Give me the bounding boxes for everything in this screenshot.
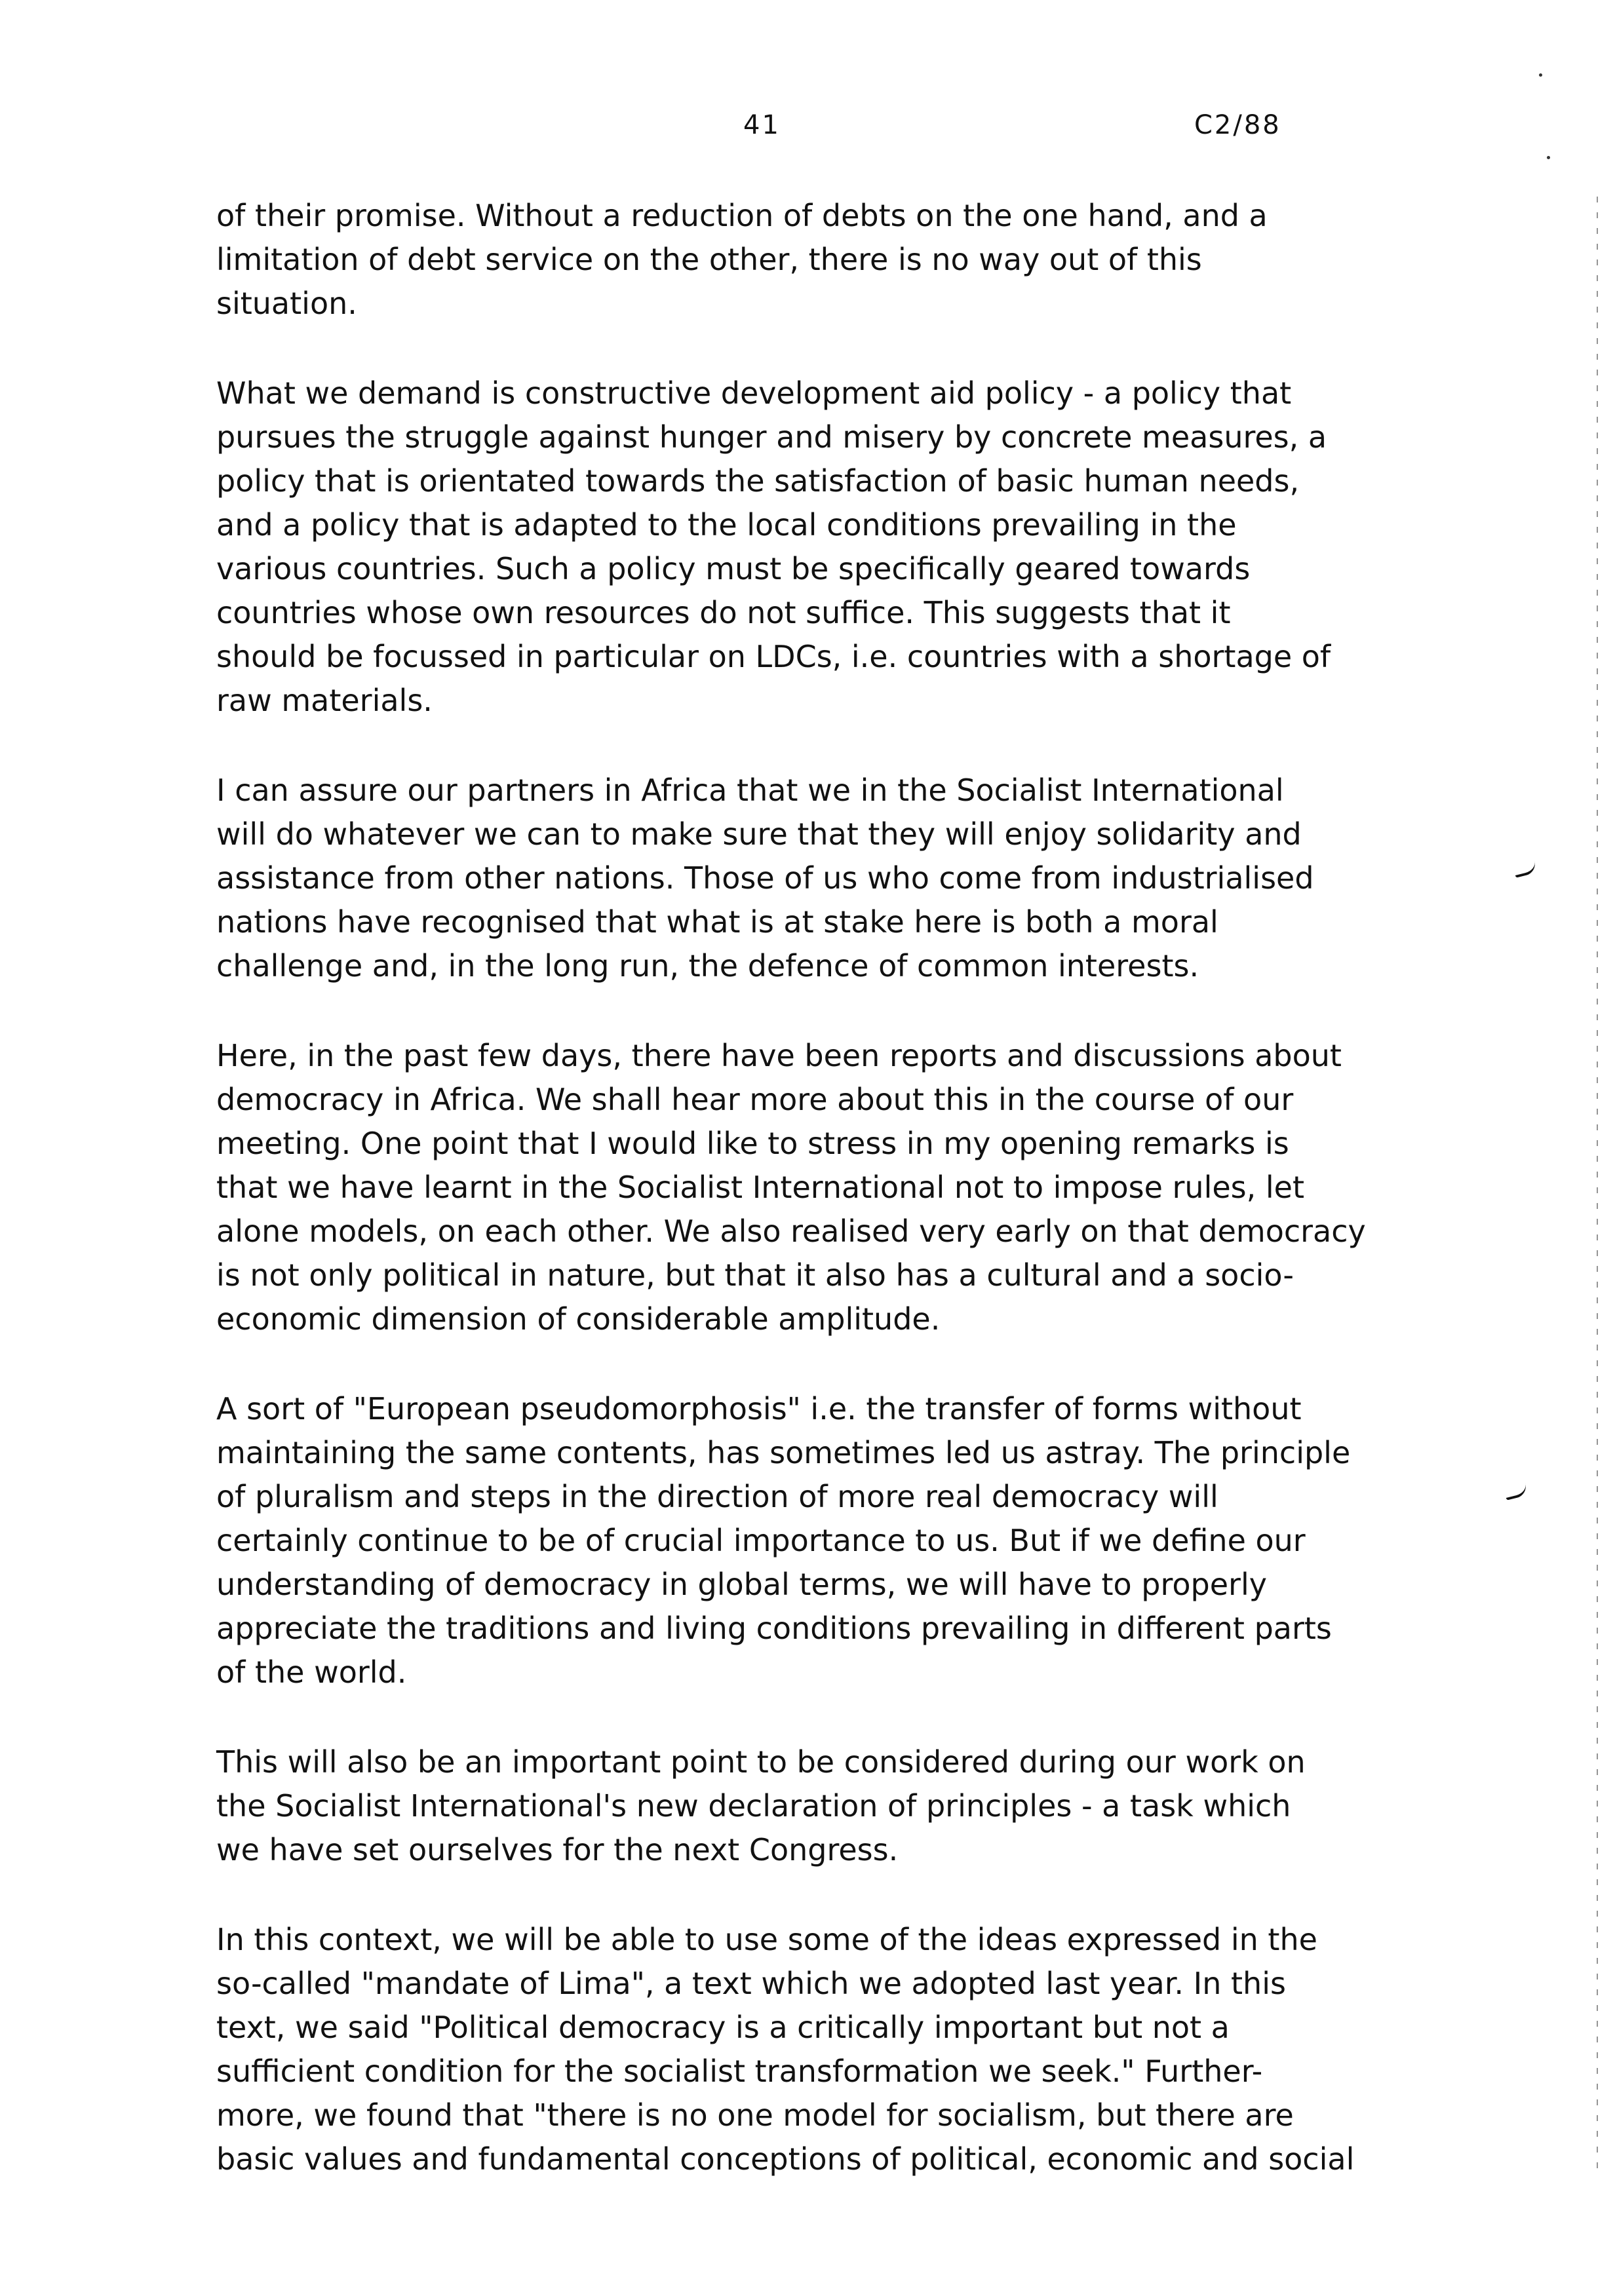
text-line: limitation of debt service on the other, there is no way out of this: [216, 242, 1202, 277]
text-line: In this context, we will be able to use some of the ideas expressed in the: [216, 1922, 1317, 1957]
text-line: certainly continue to be of crucial importance to us. But if we define our: [216, 1523, 1306, 1558]
text-line: should be focussed in particular on LDCs, i.e. countries with a shortage of: [216, 639, 1331, 674]
text-line: What we demand is constructive development aid policy - a policy that: [216, 375, 1292, 411]
text-line: the Socialist International's new declaration of principles - a task which: [216, 1788, 1291, 1824]
paragraph-7: [216, 1918, 1383, 2181]
scan-speck: [1547, 156, 1550, 159]
text-line: A sort of "European pseudomorphosis" i.e. the transfer of forms without: [216, 1391, 1302, 1426]
paragraph-6: [216, 1740, 1383, 1872]
text-line: challenge and, in the long run, the defence of common interests.: [216, 948, 1199, 984]
text-line: appreciate the traditions and living conditions prevailing in different parts: [216, 1611, 1332, 1646]
page-number: 41: [743, 110, 781, 140]
text-line: sufficient condition for the socialist transformation we seek." Further-: [216, 2054, 1263, 2089]
text-line: so-called "mandate of Lima", a text which we adopted last year. In this: [216, 1966, 1286, 2001]
text-line: situation.: [216, 286, 357, 321]
text-line: and a policy that is adapted to the local conditions prevailing in the: [216, 507, 1237, 543]
document-code: C2/88: [1194, 110, 1281, 140]
margin-tick-mark: [1504, 1483, 1528, 1501]
paragraph-1: [216, 194, 1383, 326]
text-line: basic values and fundamental conceptions of political, economic and social: [216, 2141, 1355, 2177]
text-line: of the world.: [216, 1655, 407, 1690]
text-line: Here, in the past few days, there have been reports and discussions about: [216, 1038, 1342, 1073]
scan-speck: [1539, 73, 1542, 77]
paragraph-2: [216, 372, 1383, 723]
text-line: meeting. One point that I would like to stress in my opening remarks is: [216, 1126, 1289, 1161]
scan-edge-artifact: [1597, 197, 1598, 2175]
text-line: policy that is orientated towards the satisfaction of basic human needs,: [216, 463, 1300, 499]
text-line: This will also be an important point to be considered during our work on: [216, 1744, 1306, 1780]
text-line: assistance from other nations. Those of us who come from industrialised: [216, 860, 1314, 896]
body-text: [216, 194, 1383, 2227]
text-line: text, we said "Political democracy is a critically important but not a: [216, 2010, 1230, 2045]
text-line: will do whatever we can to make sure that they will enjoy solidarity and: [216, 816, 1302, 852]
margin-tick-mark: [1513, 861, 1537, 878]
text-line: I can assure our partners in Africa that we in the Socialist International: [216, 773, 1284, 808]
text-line: we have set ourselves for the next Congress.: [216, 1832, 899, 1867]
text-line: various countries. Such a policy must be specifically geared towards: [216, 551, 1251, 586]
text-line: maintaining the same contents, has sometimes led us astray. The principle: [216, 1435, 1351, 1470]
text-line: countries whose own resources do not suffice. This suggests that it: [216, 595, 1231, 630]
text-line: more, we found that "there is no one model for socialism, but there are: [216, 2097, 1294, 2133]
paragraph-5: [216, 1387, 1383, 1694]
text-line: economic dimension of considerable amplitude.: [216, 1301, 941, 1337]
text-line: that we have learnt in the Socialist International not to impose rules, let: [216, 1170, 1304, 1205]
text-line: alone models, on each other. We also realised very early on that democracy: [216, 1214, 1366, 1249]
text-line: pursues the struggle against hunger and misery by concrete measures, a: [216, 419, 1327, 455]
paragraph-4: [216, 1034, 1383, 1341]
text-line: nations have recognised that what is at stake here is both a moral: [216, 904, 1218, 940]
text-line: of their promise. Without a reduction of debts on the one hand, and a: [216, 198, 1268, 233]
text-line: raw materials.: [216, 683, 433, 718]
paragraph-3: [216, 769, 1383, 988]
text-line: of pluralism and steps in the direction of more real democracy will: [216, 1479, 1218, 1514]
page-header: [0, 110, 1615, 149]
text-line: democracy in Africa. We shall hear more about this in the course of our: [216, 1082, 1294, 1117]
text-line: is not only political in nature, but that it also has a cultural and a socio-: [216, 1257, 1294, 1293]
text-line: understanding of democracy in global terms, we will have to properly: [216, 1567, 1267, 1602]
